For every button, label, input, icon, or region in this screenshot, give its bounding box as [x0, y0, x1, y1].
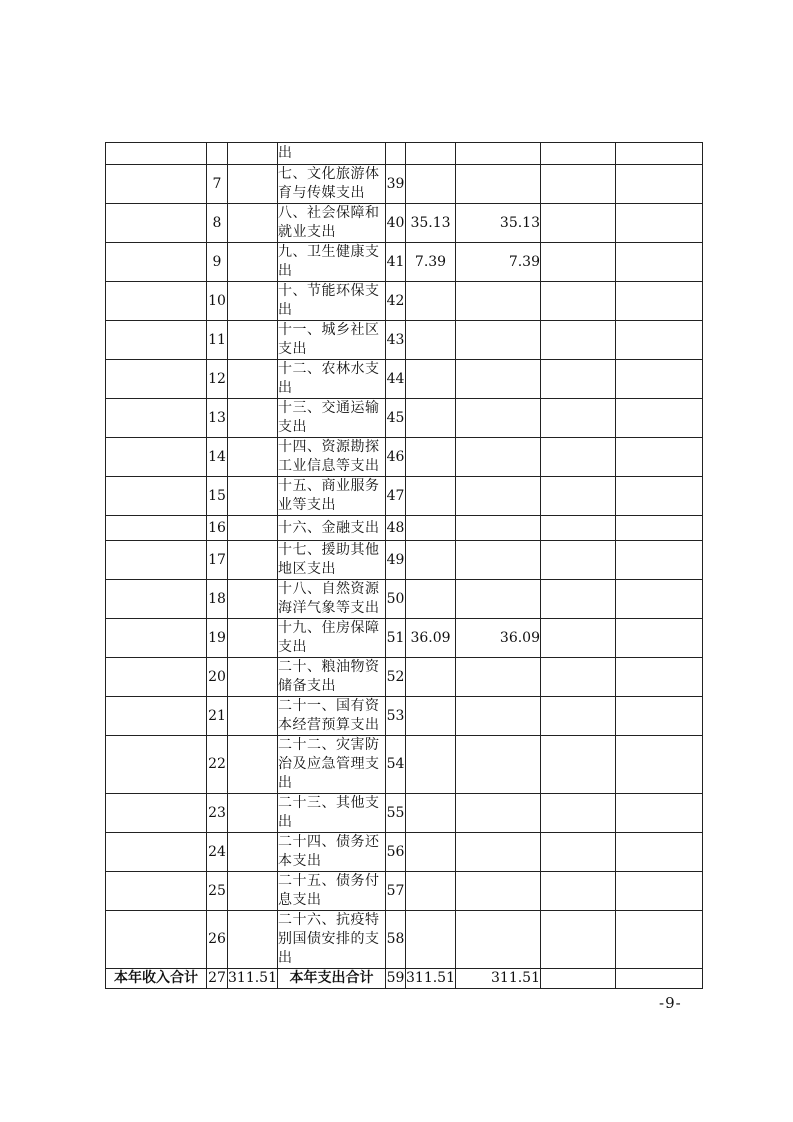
- income-line-cell: 7: [207, 165, 228, 204]
- expense-line-cell: 57: [386, 872, 406, 911]
- table-row: [106, 360, 703, 399]
- income-amount-cell: [228, 399, 278, 438]
- expense-other-cell: [616, 243, 703, 282]
- income-line-cell: 26: [207, 911, 228, 969]
- income-amount-cell: [228, 736, 278, 794]
- expense-general-budget-cell: [456, 658, 541, 697]
- expense-total-cell: [406, 143, 456, 165]
- table-row: [106, 580, 703, 619]
- expense-line-cell: 51: [386, 619, 406, 658]
- expense-line-cell: [386, 143, 406, 165]
- income-line-cell: 17: [207, 541, 228, 580]
- expense-item-cell: 二十四、债务还本支出: [278, 833, 386, 872]
- expense-fund-budget-cell: [541, 477, 616, 516]
- expense-other-cell: [616, 143, 703, 165]
- expense-general-budget-cell: [456, 282, 541, 321]
- expense-line-cell: 46: [386, 438, 406, 477]
- income-amount-cell: [228, 619, 278, 658]
- expense-fund-budget-cell: [541, 911, 616, 969]
- income-amount-cell: [228, 541, 278, 580]
- expense-total-cell: 35.13: [406, 204, 456, 243]
- income-amount-cell: [228, 243, 278, 282]
- table-row: [106, 541, 703, 580]
- income-amount-cell: [228, 794, 278, 833]
- expense-fund-budget-cell: [541, 438, 616, 477]
- income-amount-cell: [228, 143, 278, 165]
- expense-fund-budget-cell: [541, 736, 616, 794]
- income-amount-cell: [228, 282, 278, 321]
- expense-general-budget-cell: [456, 833, 541, 872]
- expense-line-cell: 50: [386, 580, 406, 619]
- expense-total-cell: [406, 911, 456, 969]
- expense-item-cell: 二十一、国有资本经营预算支出: [278, 697, 386, 736]
- table-row: [106, 321, 703, 360]
- expense-fund-budget-cell: [541, 872, 616, 911]
- income-line-cell: 14: [207, 438, 228, 477]
- expense-total-cell: [406, 658, 456, 697]
- expense-line-cell: 49: [386, 541, 406, 580]
- income-line-cell: 22: [207, 736, 228, 794]
- income-line-cell: 12: [207, 360, 228, 399]
- table-row: [106, 833, 703, 872]
- expense-item-cell: 十三、交通运输支出: [278, 399, 386, 438]
- expense-total-cell: [406, 438, 456, 477]
- expense-line-cell: 59: [386, 969, 406, 989]
- expense-total-cell: [406, 872, 456, 911]
- income-item-cell: [106, 580, 207, 619]
- expense-item-cell: 十二、农林水支出: [278, 360, 386, 399]
- expense-item-cell: 十八、自然资源海洋气象等支出: [278, 580, 386, 619]
- table-row: [106, 165, 703, 204]
- expense-item-cell: 二十五、债务付息支出: [278, 872, 386, 911]
- expense-item-cell: 十五、商业服务业等支出: [278, 477, 386, 516]
- expense-general-budget-cell: [456, 438, 541, 477]
- income-item-cell: [106, 321, 207, 360]
- income-line-cell: 25: [207, 872, 228, 911]
- expense-line-cell: 41: [386, 243, 406, 282]
- expense-total-cell: [406, 697, 456, 736]
- income-item-cell: [106, 143, 207, 165]
- expense-line-cell: 39: [386, 165, 406, 204]
- expense-total-cell: [406, 360, 456, 399]
- expense-total-cell: [406, 399, 456, 438]
- expense-other-cell: [616, 516, 703, 541]
- income-line-cell: 11: [207, 321, 228, 360]
- table-row: [106, 619, 703, 658]
- expense-general-budget-cell: 36.09: [456, 619, 541, 658]
- expense-line-cell: 47: [386, 477, 406, 516]
- expense-general-budget-cell: [456, 794, 541, 833]
- table-row: [106, 143, 703, 165]
- table-body: [106, 143, 703, 989]
- expense-general-budget-cell: [456, 477, 541, 516]
- expense-total-cell: [406, 282, 456, 321]
- expense-fund-budget-cell: [541, 204, 616, 243]
- expense-total-cell: [406, 477, 456, 516]
- expense-item-cell: 十六、金融支出: [278, 516, 386, 541]
- expense-item-cell: 八、社会保障和就业支出: [278, 204, 386, 243]
- expense-other-cell: [616, 321, 703, 360]
- expense-line-cell: 58: [386, 911, 406, 969]
- expense-other-cell: [616, 477, 703, 516]
- income-item-cell: [106, 658, 207, 697]
- income-line-cell: 19: [207, 619, 228, 658]
- income-item-cell: [106, 619, 207, 658]
- expense-item-cell: 二十、粮油物资储备支出: [278, 658, 386, 697]
- income-item-cell: [106, 541, 207, 580]
- income-amount-cell: [228, 438, 278, 477]
- table-row: [106, 282, 703, 321]
- expense-fund-budget-cell: [541, 360, 616, 399]
- expense-item-cell: 十、节能环保支出: [278, 282, 386, 321]
- expense-general-budget-cell: [456, 736, 541, 794]
- income-item-cell: [106, 833, 207, 872]
- expense-fund-budget-cell: [541, 243, 616, 282]
- expense-total-cell: [406, 541, 456, 580]
- expense-line-cell: 52: [386, 658, 406, 697]
- income-amount-cell: [228, 833, 278, 872]
- expense-fund-budget-cell: [541, 580, 616, 619]
- income-item-cell: [106, 697, 207, 736]
- expense-total-cell: 36.09: [406, 619, 456, 658]
- income-amount-cell: [228, 360, 278, 399]
- income-amount-cell: [228, 516, 278, 541]
- expense-other-cell: [616, 399, 703, 438]
- expense-item-cell: 十一、城乡社区支出: [278, 321, 386, 360]
- income-item-cell: [106, 438, 207, 477]
- income-amount-cell: [228, 658, 278, 697]
- expense-general-budget-cell: [456, 360, 541, 399]
- table-row: [106, 399, 703, 438]
- income-item-cell: [106, 165, 207, 204]
- expense-general-budget-cell: [456, 165, 541, 204]
- expense-item-cell: 二十二、灾害防治及应急管理支出: [278, 736, 386, 794]
- expense-line-cell: 40: [386, 204, 406, 243]
- income-item-cell: [106, 736, 207, 794]
- income-amount-cell: [228, 165, 278, 204]
- income-amount-cell: [228, 911, 278, 969]
- expense-other-cell: [616, 204, 703, 243]
- income-line-cell: 10: [207, 282, 228, 321]
- expense-general-budget-cell: 7.39: [456, 243, 541, 282]
- income-amount-cell: [228, 477, 278, 516]
- income-line-cell: 8: [207, 204, 228, 243]
- expense-other-cell: [616, 282, 703, 321]
- expense-line-cell: 43: [386, 321, 406, 360]
- income-line-cell: 16: [207, 516, 228, 541]
- expense-fund-budget-cell: [541, 833, 616, 872]
- table-row: [106, 872, 703, 911]
- expense-total-cell: 7.39: [406, 243, 456, 282]
- expense-fund-budget-cell: [541, 282, 616, 321]
- expense-other-cell: [616, 360, 703, 399]
- expense-item-cell: 二十六、抗疫特别国债安排的支出: [278, 911, 386, 969]
- expense-fund-budget-cell: [541, 969, 616, 989]
- expense-total-cell: [406, 794, 456, 833]
- expense-item-cell: 十九、住房保障支出: [278, 619, 386, 658]
- expense-line-cell: 56: [386, 833, 406, 872]
- expense-total-cell: 311.51: [406, 969, 456, 989]
- expense-other-cell: [616, 541, 703, 580]
- expense-general-budget-cell: [456, 697, 541, 736]
- expense-total-cell: [406, 736, 456, 794]
- expense-fund-budget-cell: [541, 619, 616, 658]
- expense-general-budget-cell: [456, 911, 541, 969]
- income-item-cell: [106, 399, 207, 438]
- expense-other-cell: [616, 969, 703, 989]
- expense-general-budget-cell: [456, 516, 541, 541]
- income-item-cell: [106, 516, 207, 541]
- income-item-cell: [106, 911, 207, 969]
- expense-other-cell: [616, 697, 703, 736]
- expense-fund-budget-cell: [541, 794, 616, 833]
- expense-fund-budget-cell: [541, 658, 616, 697]
- expense-other-cell: [616, 438, 703, 477]
- expense-line-cell: 55: [386, 794, 406, 833]
- table-row: [106, 658, 703, 697]
- income-item-cell: [106, 872, 207, 911]
- expense-fund-budget-cell: [541, 399, 616, 438]
- expense-fund-budget-cell: [541, 321, 616, 360]
- expense-total-cell: [406, 580, 456, 619]
- table-row: [106, 794, 703, 833]
- expense-item-cell: 二十三、其他支出: [278, 794, 386, 833]
- income-item-cell: [106, 477, 207, 516]
- income-amount-cell: [228, 580, 278, 619]
- table-row: [106, 243, 703, 282]
- expense-total-cell: [406, 321, 456, 360]
- income-amount-cell: 311.51: [228, 969, 278, 989]
- expense-general-budget-cell: [456, 321, 541, 360]
- expense-fund-budget-cell: [541, 143, 616, 165]
- income-line-cell: 24: [207, 833, 228, 872]
- expense-item-cell: 本年支出合计: [278, 969, 386, 989]
- income-item-cell: [106, 204, 207, 243]
- expense-general-budget-cell: [456, 143, 541, 165]
- table-row: [106, 204, 703, 243]
- income-item-cell: [106, 360, 207, 399]
- table-row: [106, 438, 703, 477]
- expense-other-cell: [616, 580, 703, 619]
- income-amount-cell: [228, 321, 278, 360]
- income-line-cell: 21: [207, 697, 228, 736]
- expense-other-cell: [616, 736, 703, 794]
- expense-total-cell: [406, 165, 456, 204]
- expense-other-cell: [616, 872, 703, 911]
- expense-line-cell: 45: [386, 399, 406, 438]
- expense-total-cell: [406, 833, 456, 872]
- expense-general-budget-cell: 35.13: [456, 204, 541, 243]
- income-amount-cell: [228, 204, 278, 243]
- expense-line-cell: 54: [386, 736, 406, 794]
- table-row: [106, 911, 703, 969]
- income-item-cell: [106, 794, 207, 833]
- expense-fund-budget-cell: [541, 541, 616, 580]
- expense-general-budget-cell: [456, 580, 541, 619]
- expense-fund-budget-cell: [541, 516, 616, 541]
- expense-item-cell: 七、文化旅游体育与传媒支出: [278, 165, 386, 204]
- income-amount-cell: [228, 697, 278, 736]
- table-row: [106, 516, 703, 541]
- income-line-cell: 9: [207, 243, 228, 282]
- income-line-cell: 27: [207, 969, 228, 989]
- income-line-cell: 20: [207, 658, 228, 697]
- expense-other-cell: [616, 833, 703, 872]
- expenditure-table: [105, 142, 703, 989]
- expense-line-cell: 42: [386, 282, 406, 321]
- expense-general-budget-cell: [456, 399, 541, 438]
- expense-other-cell: [616, 619, 703, 658]
- expense-item-cell: 出: [278, 143, 386, 165]
- expense-line-cell: 44: [386, 360, 406, 399]
- expense-line-cell: 53: [386, 697, 406, 736]
- expense-total-cell: [406, 516, 456, 541]
- income-line-cell: [207, 143, 228, 165]
- table-row: [106, 969, 703, 989]
- expense-other-cell: [616, 658, 703, 697]
- expense-other-cell: [616, 794, 703, 833]
- expense-general-budget-cell: [456, 541, 541, 580]
- income-amount-cell: [228, 872, 278, 911]
- income-line-cell: 18: [207, 580, 228, 619]
- expense-item-cell: 十七、援助其他地区支出: [278, 541, 386, 580]
- table-row: [106, 697, 703, 736]
- expense-fund-budget-cell: [541, 697, 616, 736]
- income-line-cell: 15: [207, 477, 228, 516]
- expense-general-budget-cell: [456, 872, 541, 911]
- income-item-cell: 本年收入合计: [106, 969, 207, 989]
- page-number: -9-: [659, 994, 682, 1012]
- income-line-cell: 23: [207, 794, 228, 833]
- income-item-cell: [106, 243, 207, 282]
- expense-fund-budget-cell: [541, 165, 616, 204]
- income-line-cell: 13: [207, 399, 228, 438]
- expense-other-cell: [616, 911, 703, 969]
- table-row: [106, 477, 703, 516]
- expense-item-cell: 九、卫生健康支出: [278, 243, 386, 282]
- expense-general-budget-cell: 311.51: [456, 969, 541, 989]
- expense-line-cell: 48: [386, 516, 406, 541]
- table-row: [106, 736, 703, 794]
- expense-item-cell: 十四、资源勘探工业信息等支出: [278, 438, 386, 477]
- income-item-cell: [106, 282, 207, 321]
- expense-other-cell: [616, 165, 703, 204]
